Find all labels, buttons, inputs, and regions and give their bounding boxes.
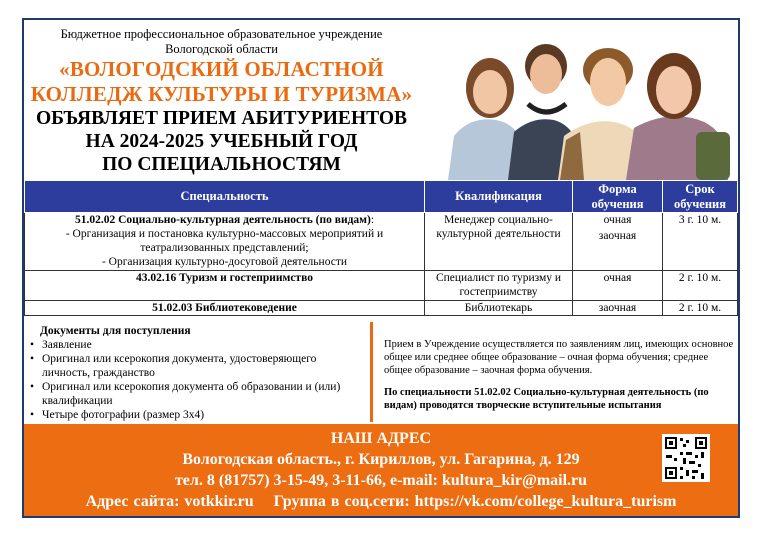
specialty-title: 51.02.02 Социально-культурная деятельность (по видам)	[74, 214, 371, 226]
institution-line-1: Бюджетное профессиональное образовательное учреждение	[60, 27, 383, 41]
announcement-line-1: ОБЪЯВЛЯЕТ ПРИЕМ АБИТУРИЕНТОВ	[35, 108, 408, 129]
table-row	[25, 213, 738, 271]
address-heading: НАШ АДРЕС	[330, 430, 432, 447]
table-row	[25, 271, 738, 301]
header-form: Форма обучения	[573, 181, 663, 213]
divider	[370, 322, 373, 422]
qualification-cell: Специалист по туризму и гостеприимству	[425, 271, 573, 301]
group-label: Группа в соц.сети:	[273, 493, 410, 510]
address-contacts: тел. 8 (81757) 3-15-49, 3-11-66, e-mail: kultura_kir@mail.ru	[174, 472, 588, 489]
specialty-detail: - Организация и постановка культурно-массовых мероприятий и театрализованных представлений;	[65, 228, 384, 254]
announcement-line-2: НА 2024-2025 УЧЕБНЫЙ ГОД	[85, 131, 358, 152]
header-term: Срок обучения	[663, 181, 738, 213]
site-link[interactable]: votkkir.ru	[184, 493, 254, 510]
list-item: • Оригинал или ксерокопия документа об образовании и (или) квалификации	[30, 380, 360, 408]
admission-section	[384, 338, 734, 412]
address-site-line	[24, 491, 738, 512]
list-item: • Заявление	[30, 338, 360, 352]
list-item: • Четыре фотографии (размер 3х4)	[30, 408, 360, 422]
site-label: Адрес сайта:	[85, 493, 180, 510]
header-specialty: Специальность	[25, 181, 425, 213]
form-value: очная	[603, 214, 632, 226]
qr-code-icon	[662, 434, 710, 482]
term-cell: 3 г. 10 м.	[663, 213, 738, 271]
specialty-title: 51.02.03 Библиотековедение	[25, 301, 425, 316]
college-name-line-2: КОЛЛЕДЖ КУЛЬТУРЫ И ТУРИЗМА»	[30, 82, 413, 106]
group-link[interactable]: https://vk.com/college_kultura_turism	[414, 493, 677, 510]
form-cell: очная	[573, 271, 663, 301]
students-photo	[448, 24, 738, 180]
institution-line-2: Вологодской области	[165, 42, 278, 56]
qualification-cell: Менеджер социально-культурной деятельности	[425, 213, 573, 271]
students-illustration	[448, 24, 738, 180]
admission-text: Прием в Учреждение осуществляется по заявлениям лиц, имеющих основное общее или среднее общее образование – очная форма обучения; среднее общее образование – заочная форма обучения.	[384, 339, 734, 376]
specialty-cell	[25, 213, 425, 271]
header-qualification: Квалификация	[425, 181, 573, 213]
form-cell: заочная	[573, 301, 663, 316]
address-street: Вологодская область., г. Кириллов, ул. Гагарина, д. 129	[182, 451, 580, 468]
address-block	[24, 424, 738, 516]
qualification-cell: Библиотекарь	[425, 301, 573, 316]
list-item: • Оригинал или ксерокопия документа, удостоверяющего личность, гражданство	[30, 352, 360, 380]
college-name-line-1: «ВОЛОГОДСКИЙ ОБЛАСТНОЙ	[59, 57, 384, 81]
term-cell: 2 г. 10 м.	[663, 301, 738, 316]
announcement-line-3: ПО СПЕЦИАЛЬНОСТЯМ	[102, 154, 341, 175]
documents-section	[30, 324, 360, 422]
specialties-table	[24, 180, 738, 316]
form-value: заочная	[598, 230, 637, 242]
documents-title: Документы для поступления	[40, 325, 191, 337]
specialty-title-suffix: :	[370, 214, 375, 226]
specialty-detail: - Организация культурно-досуговой деятельности	[101, 256, 348, 268]
term-cell: 2 г. 10 м.	[663, 271, 738, 301]
table-row	[25, 301, 738, 316]
poster-header	[24, 27, 419, 176]
specialty-title: 43.02.16 Туризм и гостеприимство	[25, 271, 425, 301]
form-cell	[573, 213, 663, 271]
exam-note: По специальности 51.02.02 Социально-культурная деятельность (по видам) проводятся творческие вступительные испытания	[384, 387, 709, 411]
documents-list	[30, 338, 360, 422]
